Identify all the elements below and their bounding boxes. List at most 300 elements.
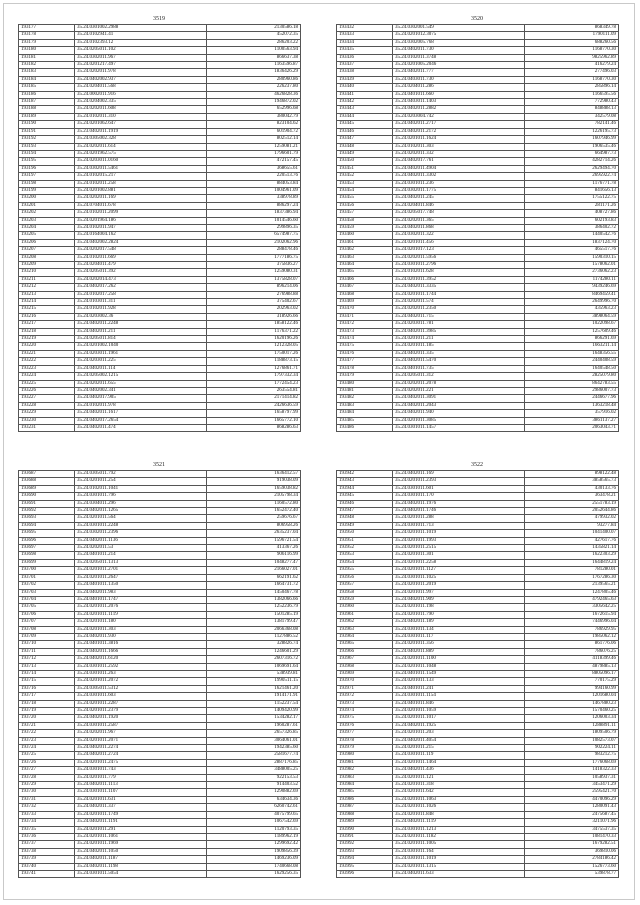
row-id-cell: 193990	[337, 826, 393, 833]
row-id-cell: 193187	[19, 99, 75, 106]
row-id-cell: 193462	[337, 247, 393, 254]
amount-cell: 1375828.07	[207, 276, 301, 283]
amount-cell: 202963.02	[207, 306, 301, 313]
row-id-cell: 193190	[19, 121, 75, 128]
amount-cell: 772980.43	[525, 99, 619, 106]
table-row	[337, 217, 619, 224]
table-panel-3	[18, 460, 300, 878]
amount-cell: 338978.89	[207, 195, 301, 202]
parcel-code-cell: 35.24.0205011.312	[393, 373, 525, 380]
row-id-cell: 193471	[337, 313, 393, 320]
parcel-code-cell: 35.24.0301011.1154	[393, 693, 525, 700]
parcel-code-cell: 35.24.0402011.633	[393, 870, 525, 877]
parcel-code-cell: 35.24.0402011.930	[75, 633, 207, 640]
row-id-cell: 193178	[19, 32, 75, 39]
table-row	[337, 722, 619, 729]
amount-cell: 220513.76	[207, 173, 301, 180]
table-row	[337, 819, 619, 826]
amount-cell: 1578062.01	[525, 262, 619, 269]
parcel-code-cell: 35.24.0201011.1017	[393, 715, 525, 722]
parcel-code-cell: 35.24.0002011.916	[75, 91, 207, 98]
row-id-cell: 193989	[337, 819, 393, 826]
parcel-code-cell: 35.24.0201011.1993	[393, 537, 525, 544]
table-row	[19, 626, 301, 633]
amount-cell: 369810.06	[525, 848, 619, 855]
table-row	[337, 150, 619, 157]
amount-cell: 866291.69	[525, 336, 619, 343]
amount-cell: 868286.63	[207, 424, 301, 431]
row-id-cell: 193953	[337, 552, 393, 559]
parcel-code-cell: 35.24.0102011.3748	[393, 54, 525, 61]
amount-cell: 802512.14	[207, 136, 301, 143]
amount-cell: 2695922.74	[525, 173, 619, 180]
amount-cell: 3305642.25	[525, 604, 619, 611]
table-row	[337, 365, 619, 372]
row-id-cell: 193946	[337, 500, 393, 507]
row-id-cell: 193209	[19, 262, 75, 269]
table-row	[337, 826, 619, 833]
table-row	[19, 54, 301, 61]
table-row	[19, 685, 301, 692]
table-row	[19, 856, 301, 863]
table-row	[19, 574, 301, 581]
parcel-code-cell: 35.24.0402011.114	[75, 365, 207, 372]
amount-cell: 1837124.70	[525, 239, 619, 246]
row-id-cell: 193983	[337, 774, 393, 781]
panel-page-number: 3521	[153, 462, 165, 468]
amount-cell: 1777186.75	[207, 254, 301, 261]
row-id-cell: 193207	[19, 247, 75, 254]
amount-cell: 1100563.94	[207, 47, 301, 54]
table-row	[19, 567, 301, 574]
amount-cell: 3861137.27	[525, 417, 619, 424]
parcel-code-cell: 35.24.0102015.217	[75, 173, 207, 180]
amount-cell: 1206003.34	[525, 715, 619, 722]
row-id-cell: 193719	[19, 708, 75, 715]
table-row	[19, 128, 301, 135]
amount-cell: 1906535.46	[525, 143, 619, 150]
parcel-code-cell: 35.24.0203011.0160	[75, 158, 207, 165]
amount-cell: 2581677.74	[207, 752, 301, 759]
parcel-code-cell: 35.24.0402011.1136	[75, 537, 207, 544]
amount-cell: 1450467.78	[207, 589, 301, 596]
row-id-cell: 193732	[19, 804, 75, 811]
amount-cell: 1836426.29	[207, 69, 301, 76]
table-row	[337, 247, 619, 254]
amount-cell: 1526773.60	[525, 863, 619, 870]
parcel-code-cell: 35.24.0205017.748	[393, 210, 525, 217]
table-row	[19, 136, 301, 143]
table-row	[19, 722, 301, 729]
table-row	[19, 62, 301, 69]
amount-cell: 886297.24	[207, 202, 301, 209]
amount-cell: 1041400.07	[525, 530, 619, 537]
amount-cell: 1288891.11	[525, 722, 619, 729]
row-id-cell: 193193	[19, 143, 75, 150]
table-row	[19, 670, 301, 677]
table-row	[337, 54, 619, 61]
table-row	[337, 373, 619, 380]
row-id-cell: 193737	[19, 841, 75, 848]
amount-cell: 1069691.64	[207, 663, 301, 670]
table-row	[19, 165, 301, 172]
amount-cell: 1663211.14	[525, 343, 619, 350]
table-row	[337, 574, 619, 581]
parcel-code-cell: 35.24.0201011.1100	[393, 656, 525, 663]
parcel-code-cell: 35.24.0201011.1624	[393, 136, 525, 143]
table-row	[337, 276, 619, 283]
table-row	[337, 870, 619, 877]
row-id-cell: 193447	[337, 136, 393, 143]
parcel-code-cell: 35.24.0401011.1350	[75, 582, 207, 589]
table-body	[19, 25, 301, 432]
row-id-cell: 193221	[19, 350, 75, 357]
parcel-code-cell: 35.24.0402011.189	[393, 619, 525, 626]
parcel-code-cell: 35.24.0301011.263	[75, 670, 207, 677]
row-id-cell: 193210	[19, 269, 75, 276]
table-row	[337, 596, 619, 603]
amount-cell: 2426636.59	[207, 402, 301, 409]
amount-cell: 1166595.56	[525, 91, 619, 98]
amount-cell: 781280.01	[525, 567, 619, 574]
amount-cell: 2171414.82	[207, 395, 301, 402]
table-row	[337, 76, 619, 83]
row-id-cell: 193727	[19, 767, 75, 774]
table-row	[337, 796, 619, 803]
amount-cell: 1990511.15	[207, 678, 301, 685]
table-row	[19, 759, 301, 766]
table-row	[19, 380, 301, 387]
amount-cell: 2649996.70	[525, 299, 619, 306]
parcel-code-cell: 35.24.0201011.1119	[75, 611, 207, 618]
row-id-cell: 193229	[19, 410, 75, 417]
table-row	[19, 39, 301, 46]
row-id-cell: 193452	[337, 173, 393, 180]
row-id-cell: 193478	[337, 365, 393, 372]
amount-cell: 2475687.45	[525, 811, 619, 818]
parcel-code-cell: 35.24.0201011.254	[75, 478, 207, 485]
parcel-code-cell: 35.24.0204011.846	[393, 202, 525, 209]
parcel-code-cell: 35.24.0205011.814	[75, 336, 207, 343]
table-row	[337, 91, 619, 98]
row-id-cell: 193179	[19, 39, 75, 46]
row-id-cell: 193726	[19, 759, 75, 766]
amount-cell: 4879885.13	[525, 663, 619, 670]
amount-cell: 479932.02	[525, 515, 619, 522]
table-row	[337, 158, 619, 165]
parcel-code-cell: 35.24.0301011.1457	[393, 424, 525, 431]
amount-cell: 1418322.33	[525, 767, 619, 774]
table-row	[19, 306, 301, 313]
row-id-cell: 193477	[337, 358, 393, 365]
parcel-code-cell: 35.24.0102011.1041	[75, 485, 207, 492]
table-row	[19, 663, 301, 670]
table-row	[19, 387, 301, 394]
amount-cell: 1174280.11	[525, 276, 619, 283]
amount-cell: 1247805.46	[525, 589, 619, 596]
table-row	[19, 552, 301, 559]
parcel-code-cell: 35.24.0402011.3335	[393, 284, 525, 291]
amount-cell: 427617.76	[525, 537, 619, 544]
row-id-cell: 193961	[337, 611, 393, 618]
row-id-cell: 193463	[337, 254, 393, 261]
amount-cell: 4282714.26	[525, 158, 619, 165]
table-row	[337, 856, 619, 863]
table-row	[337, 678, 619, 685]
amount-cell: 472157.45	[207, 158, 301, 165]
table-row	[337, 537, 619, 544]
row-id-cell: 193434	[337, 39, 393, 46]
table-row	[337, 99, 619, 106]
row-id-cell: 193228	[19, 402, 75, 409]
row-id-cell: 193697	[19, 545, 75, 552]
parcel-code-cell: 35.24.0201011.1315	[393, 863, 525, 870]
parcel-code-cell: 35.24.0403011.1403	[393, 99, 525, 106]
table-row	[337, 113, 619, 120]
amount-cell: 2063043.71	[525, 424, 619, 431]
table-row	[19, 545, 301, 552]
parcel-code-cell: 35.24.0403011.730	[393, 76, 525, 83]
row-id-cell: 193942	[337, 471, 393, 478]
row-id-cell: 193959	[337, 596, 393, 603]
parcel-code-cell: 35.24.0201011.203	[393, 730, 525, 737]
row-id-cell: 193721	[19, 722, 75, 729]
table-row	[19, 478, 301, 485]
row-id-cell: 193432	[337, 25, 393, 32]
amount-cell: 1299692.42	[207, 841, 301, 848]
table-row	[19, 730, 301, 737]
parcel-code-cell: 35.24.0402011.940	[393, 410, 525, 417]
table-row	[19, 811, 301, 818]
table-row	[337, 745, 619, 752]
parcel-code-cell: 35.24.0201011.291	[75, 826, 207, 833]
table-row	[337, 187, 619, 194]
parcel-code-cell: 35.24.0402011.2724	[75, 752, 207, 759]
row-id-cell: 193725	[19, 752, 75, 759]
table-row	[337, 25, 619, 32]
table-row	[337, 202, 619, 209]
row-id-cell: 193688	[19, 478, 75, 485]
amount-cell: 1188873.15	[207, 358, 301, 365]
row-id-cell: 193693	[19, 515, 75, 522]
table-row	[337, 715, 619, 722]
amount-cell: 1440542.76	[525, 232, 619, 239]
parcel-code-cell: 35.24.0204011.286	[393, 84, 525, 91]
parcel-code-cell: 35.24.0201011.2701	[75, 567, 207, 574]
row-id-cell: 193195	[19, 158, 75, 165]
parcel-code-cell: 35.24.0301011.2796	[393, 262, 525, 269]
amount-cell: 2105798.34	[207, 493, 301, 500]
parcel-code-cell: 35.24.0201002.1040	[75, 343, 207, 350]
parcel-code-cell: 35.24.0401011.241	[393, 685, 525, 692]
row-id-cell: 193480	[337, 380, 393, 387]
amount-cell: 1152237.54	[207, 700, 301, 707]
amount-cell: 1607946.99	[525, 136, 619, 143]
amount-cell: 1259081.21	[207, 143, 301, 150]
parcel-code-cell: 35.24.0201062.647	[75, 121, 207, 128]
parcel-code-cell: 35.24.0302011.5461	[75, 165, 207, 172]
table-row	[19, 530, 301, 537]
parcel-code-cell: 35.24.0201011.1182	[393, 833, 525, 840]
parcel-code-cell: 35.24.0305011.5312	[75, 685, 207, 692]
row-id-cell: 193457	[337, 210, 393, 217]
amount-cell: 1622303.29	[525, 552, 619, 559]
amount-cell: 1909856.39	[207, 848, 301, 855]
table-row	[19, 336, 301, 343]
row-id-cell: 193227	[19, 395, 75, 402]
parcel-code-cell: 35.24.0164004.162	[75, 232, 207, 239]
table-row	[337, 128, 619, 135]
amount-cell: 1664731.72	[207, 582, 301, 589]
row-id-cell: 193687	[19, 471, 75, 478]
row-id-cell: 193960	[337, 604, 393, 611]
amount-cell: 452072.35	[207, 32, 301, 39]
amount-cell: 6260742.61	[207, 804, 301, 811]
row-id-cell: 193436	[337, 54, 393, 61]
amount-cell: 602193.83	[525, 217, 619, 224]
table-row	[19, 284, 301, 291]
row-id-cell: 193967	[337, 656, 393, 663]
table-row	[337, 804, 619, 811]
parcel-code-cell: 35.24.0402011.3985	[393, 328, 525, 335]
amount-cell: 2595421.70	[525, 789, 619, 796]
row-id-cell: 193958	[337, 589, 393, 596]
table-row	[337, 515, 619, 522]
table-row	[19, 313, 301, 320]
row-id-cell: 193733	[19, 811, 75, 818]
amount-cell: 1127886.52	[207, 633, 301, 640]
parcel-code-cell: 35.24.0402011.1119	[393, 819, 525, 826]
table-row	[19, 247, 301, 254]
table-row	[337, 567, 619, 574]
table-row	[337, 633, 619, 640]
amount-cell: 1501285.19	[207, 611, 301, 618]
amount-cell: 2446677.96	[525, 395, 619, 402]
table-row	[337, 39, 619, 46]
parcel-code-cell: 35.24.0402011.868	[393, 224, 525, 231]
amount-cell: 2825079.80	[525, 373, 619, 380]
table-row	[19, 819, 301, 826]
amount-cell: 226237.80	[207, 84, 301, 91]
row-id-cell: 193474	[337, 336, 393, 343]
amount-cell: 9825962.89	[525, 54, 619, 61]
amount-cell: 601904.72	[207, 128, 301, 135]
parcel-code-cell: 35.24.0305011.792	[75, 471, 207, 478]
table-row	[337, 410, 619, 417]
table-row	[19, 841, 301, 848]
parcel-code-cell: 35.24.0201011.3952	[393, 276, 525, 283]
table-panel-4	[336, 460, 618, 878]
row-id-cell: 193977	[337, 730, 393, 737]
table-row	[19, 870, 301, 877]
row-id-cell: 193724	[19, 745, 75, 752]
row-id-cell: 193444	[337, 113, 393, 120]
row-id-cell: 193441	[337, 91, 393, 98]
row-id-cell: 193974	[337, 708, 393, 715]
amount-cell: 1665772.10	[207, 417, 301, 424]
amount-cell: 259676.67	[207, 515, 301, 522]
table-row	[337, 136, 619, 143]
amount-cell: 2784186.42	[525, 856, 619, 863]
row-id-cell: 193962	[337, 619, 393, 626]
amount-cell: 868349.78	[525, 25, 619, 32]
amount-cell: 408727.86	[525, 210, 619, 217]
table-row	[19, 589, 301, 596]
table-row	[19, 195, 301, 202]
table-row	[337, 545, 619, 552]
table-row	[19, 782, 301, 789]
amount-cell: 1276861.71	[207, 365, 301, 372]
row-id-cell: 193185	[19, 84, 75, 91]
parcel-code-cell: 35.24.0201011.2258	[393, 559, 525, 566]
amount-cell: 906116.99	[207, 552, 301, 559]
parcel-code-cell: 35.24.0201011.564	[75, 515, 207, 522]
parcel-code-cell: 35.24.0201011.2076	[75, 604, 207, 611]
amount-cell: 2887176.85	[207, 759, 301, 766]
parcel-code-cell: 35.24.0402011.1976	[393, 500, 525, 507]
table-body	[19, 471, 301, 878]
amount-cell: 2635237.04	[207, 530, 301, 537]
parcel-code-cell: 35.24.0201011.133	[393, 678, 525, 685]
parcel-code-cell: 35.24.0302011.322	[393, 232, 525, 239]
amount-cell: 1022098.67	[525, 321, 619, 328]
table-row	[19, 700, 301, 707]
table-row	[337, 626, 619, 633]
table-row	[337, 589, 619, 596]
row-id-cell: 193712	[19, 656, 75, 663]
amount-cell: 1620196.26	[207, 336, 301, 343]
row-id-cell: 193716	[19, 685, 75, 692]
amount-cell: 1246601.29	[207, 648, 301, 655]
parcel-code-cell: 35.24.0201011.997	[393, 589, 525, 596]
amount-cell: 342579.08	[525, 113, 619, 120]
amount-cell: 786929.95	[525, 626, 619, 633]
amount-cell: 884053.84	[207, 180, 301, 187]
parcel-code-cell: 35.24.0203002.36	[75, 313, 207, 320]
table-row	[19, 187, 301, 194]
row-id-cell: 193704	[19, 596, 75, 603]
table-row	[19, 715, 301, 722]
parcel-code-cell: 35.24.0201011.2393	[393, 478, 525, 485]
row-id-cell: 193944	[337, 485, 393, 492]
parcel-code-cell: 35.24.0201962.575	[75, 150, 207, 157]
amount-cell: 1469236.09	[207, 856, 301, 863]
amount-cell: 1960287.61	[207, 722, 301, 729]
amount-cell: 363478.21	[525, 493, 619, 500]
amount-cell: 898122.48	[525, 471, 619, 478]
parcel-code-cell: 35.24.0402011.2717	[393, 121, 525, 128]
table-row	[19, 173, 301, 180]
parcel-code-cell: 35.24.0102017.258	[75, 291, 207, 298]
parcel-code-cell: 35.24.0202011.574	[393, 299, 525, 306]
data-table	[336, 470, 619, 878]
table-row	[337, 336, 619, 343]
row-id-cell: 193459	[337, 224, 393, 231]
amount-cell: 1058937.31	[525, 774, 619, 781]
row-id-cell: 193738	[19, 848, 75, 855]
table-row	[337, 424, 619, 431]
row-id-cell: 193485	[337, 417, 393, 424]
row-id-cell: 193970	[337, 678, 393, 685]
table-row	[19, 863, 301, 870]
parcel-code-cell: 35.24.0201011.1464	[393, 759, 525, 766]
amount-cell: 435963.23	[525, 306, 619, 313]
row-id-cell: 193206	[19, 239, 75, 246]
table-panel-2	[336, 14, 618, 432]
table-row	[337, 789, 619, 796]
parcel-code-cell: 35.24.0402011.1050	[75, 848, 207, 855]
amount-cell: 919038.09	[207, 478, 301, 485]
